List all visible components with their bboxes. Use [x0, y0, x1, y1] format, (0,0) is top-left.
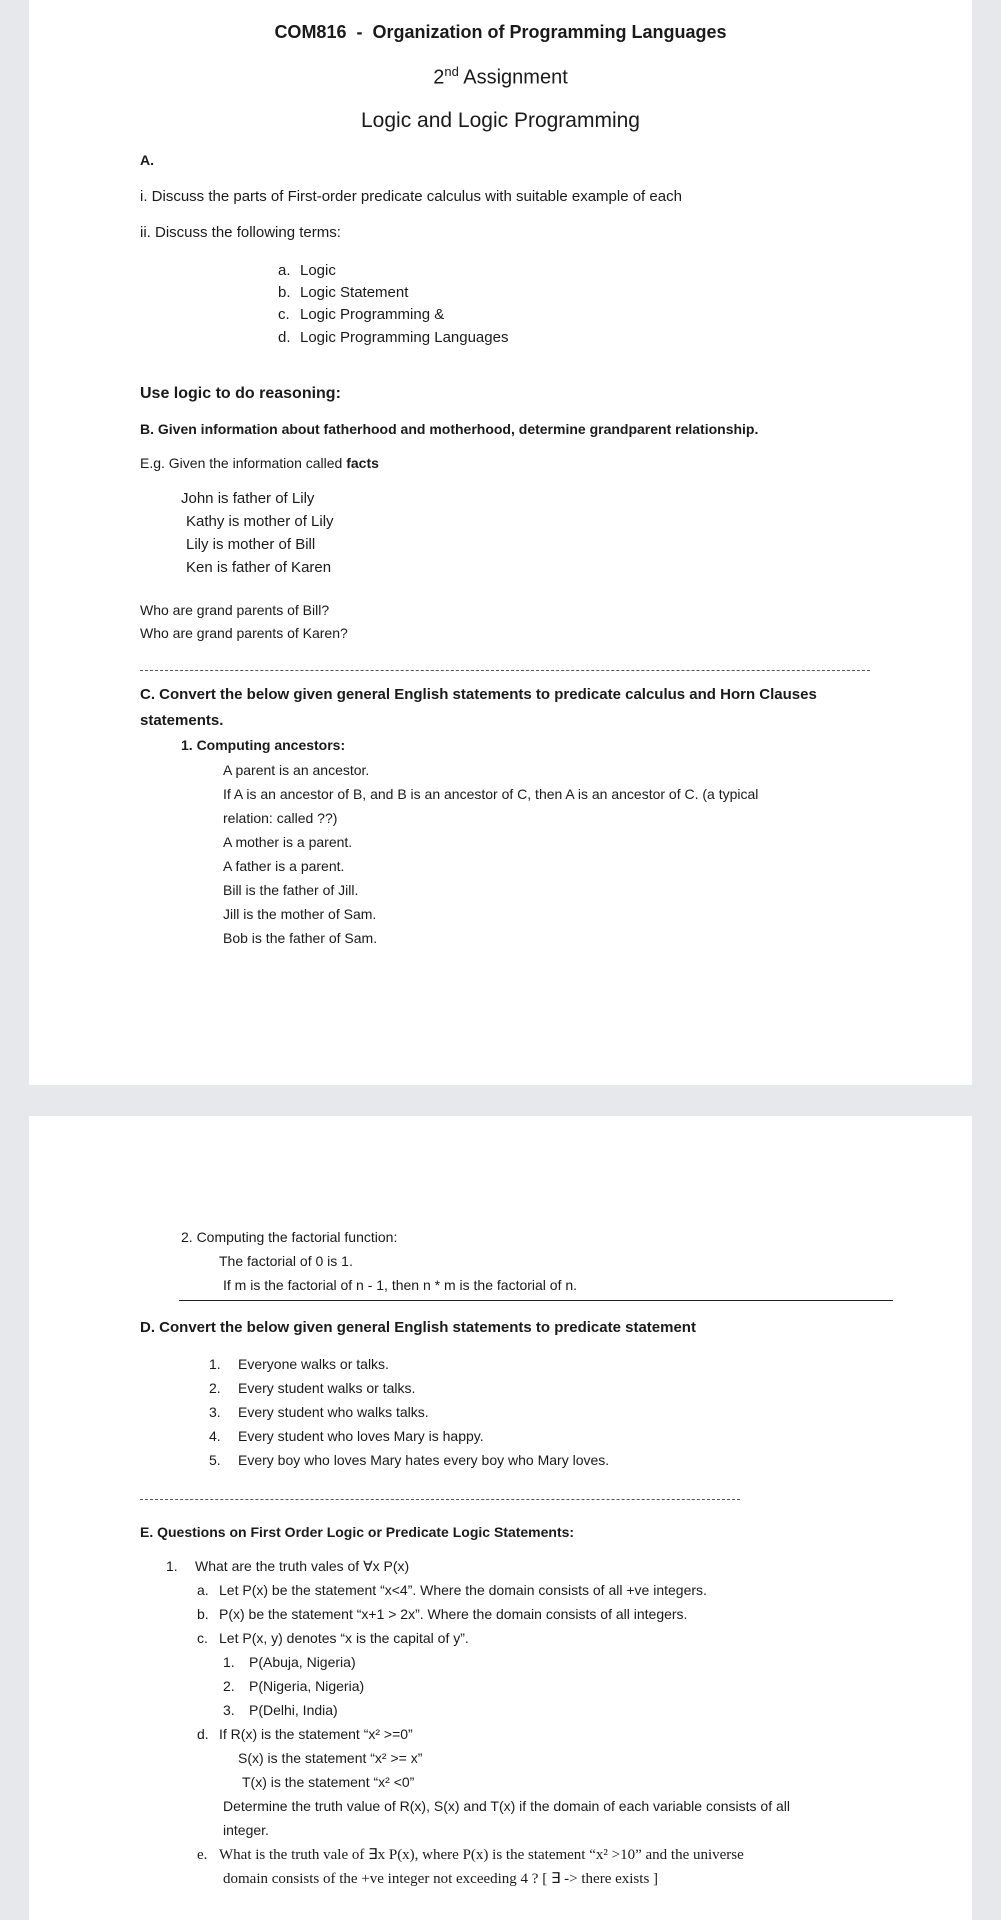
fact-line: Ken is father of Karen — [186, 559, 332, 576]
item1-title: 1. Computing ancestors: — [181, 737, 346, 753]
section-b-heading: B. Given information about fatherhood and motherhood, determine grandparent relationship. — [140, 421, 759, 437]
document-page-1 — [29, 0, 972, 1085]
ancestor-line: A mother is a parent. — [223, 834, 353, 850]
ancestor-line: Bob is the father of Sam. — [223, 930, 378, 946]
document-page-2 — [29, 1116, 972, 1920]
ancestor-line: A parent is an ancestor. — [223, 762, 370, 778]
e-d-line: T(x) is the statement “x² <0” — [242, 1774, 415, 1790]
e-sub-e: e. What is the truth vale of ∃x P(x), where P(x) is the statement “x² >10” and the universe — [197, 1847, 744, 1863]
section-c-heading-cont: statements. — [140, 712, 224, 729]
fact-line: Kathy is mother of Lily — [186, 513, 334, 530]
predicate-item: 5. Every boy who loves Mary hates every boy who Mary loves. — [209, 1452, 610, 1468]
section-d-heading: D. Convert the below given general English statements to predicate statement — [140, 1319, 696, 1336]
solid-divider — [179, 1300, 893, 1301]
topic-title: Logic and Logic Programming — [361, 109, 640, 132]
ancestor-line: If A is an ancestor of B, and B is an ancestor of C, then A is an ancestor of C. (a typical — [223, 786, 759, 802]
fact-line: Lily is mother of Bill — [186, 536, 316, 553]
e-d-task-cont: integer. — [223, 1822, 269, 1838]
section-a-q1: i. Discuss the parts of First-order predicate calculus with suitable example of each — [140, 188, 682, 205]
section-c-heading: C. Convert the below given general English statements to predicate calculus and Horn Clauses — [140, 686, 817, 703]
factorial-line: If m is the factorial of n - 1, then n * m is the factorial of n. — [223, 1277, 578, 1293]
ancestor-line: Bill is the father of Jill. — [223, 882, 359, 898]
e-sub-b: b. P(x) be the statement “x+1 > 2x”. Where the domain consists of all integers. — [197, 1606, 688, 1622]
ancestor-line: relation: called ??) — [223, 810, 338, 826]
term-item: a. Logic — [278, 262, 336, 279]
e-sub-d: d. If R(x) is the statement “x² >=0” — [197, 1726, 413, 1742]
grandparent-question: Who are grand parents of Bill? — [140, 602, 330, 618]
e-c-item: 2. P(Nigeria, Nigeria) — [223, 1678, 365, 1694]
fact-line: John is father of Lily — [181, 490, 315, 507]
section-b-example: E.g. Given the information called facts — [140, 455, 379, 471]
section-a-q2: ii. Discuss the following terms: — [140, 224, 341, 241]
e-question-1: 1. What are the truth vales of ∀x P(x) — [166, 1558, 410, 1574]
e-sub-e-cont: domain consists of the +ve integer not exceeding 4 ? [ ∃ -> there exists ] — [223, 1871, 659, 1887]
e-d-line: S(x) is the statement “x² >= x” — [238, 1750, 423, 1766]
grandparent-question: Who are grand parents of Karen? — [140, 625, 348, 641]
e-c-item: 3. P(Delhi, India) — [223, 1702, 338, 1718]
section-a-label: A. — [140, 152, 154, 168]
course-title: COM816 - Organization of Programming Languages — [274, 22, 727, 42]
term-item: b. Logic Statement — [278, 284, 409, 301]
e-sub-c: c. Let P(x, y) denotes “x is the capital of y”. — [197, 1630, 469, 1646]
ancestor-line: A father is a parent. — [223, 858, 345, 874]
predicate-item: 2. Every student walks or talks. — [209, 1380, 416, 1396]
item2-title: 2. Computing the factorial function: — [181, 1229, 398, 1245]
e-sub-a: a. Let P(x) be the statement “x<4”. Where the domain consists of all +ve integers. — [197, 1582, 707, 1598]
predicate-item: 1. Everyone walks or talks. — [209, 1356, 389, 1372]
factorial-line: The factorial of 0 is 1. — [219, 1253, 353, 1269]
e-d-task: Determine the truth value of R(x), S(x) and T(x) if the domain of each variable consists of all — [223, 1798, 790, 1814]
e-c-item: 1. P(Abuja, Nigeria) — [223, 1654, 356, 1670]
predicate-item: 3. Every student who walks talks. — [209, 1404, 429, 1420]
predicate-item: 4. Every student who loves Mary is happy. — [209, 1428, 484, 1444]
dashed-divider — [140, 670, 870, 671]
dashed-divider — [140, 1499, 740, 1500]
term-item: c. Logic Programming & — [278, 306, 445, 323]
assignment-title: 2nd Assignment — [433, 64, 568, 89]
section-b-intro: Use logic to do reasoning: — [140, 385, 341, 402]
section-e-heading: E. Questions on First Order Logic or Predicate Logic Statements: — [140, 1524, 575, 1540]
ancestor-line: Jill is the mother of Sam. — [223, 906, 377, 922]
term-item: d. Logic Programming Languages — [278, 329, 509, 346]
